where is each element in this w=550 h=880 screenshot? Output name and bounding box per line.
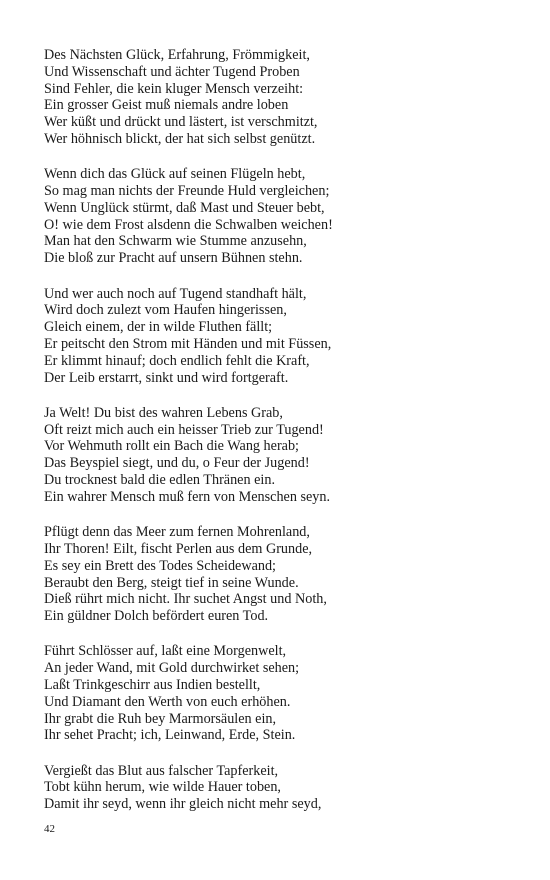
verse-line: Das Beyspiel siegt, und du, o Feur der Jugend! bbox=[44, 455, 310, 472]
verse-line: Ihr grabt die Ruh bey Marmorsäulen ein, bbox=[44, 710, 277, 727]
verse-line: Wer küßt und drückt und lästert, ist verschmitzt, bbox=[44, 114, 318, 131]
verse-line: Laßt Trinkgeschirr aus Indien bestellt, bbox=[44, 677, 261, 693]
poem-text bbox=[44, 47, 524, 832]
verse-line: Wenn Unglück stürmt, daß Mast und Steuer bebt, bbox=[44, 199, 325, 216]
verse-line: Ein güldner Dolch befördert euren Tod. bbox=[44, 608, 269, 625]
verse-line: Damit ihr seyd, wenn ihr gleich nicht mehr seyd, bbox=[44, 796, 322, 813]
verse-line: Gleich einem, der in wilde Fluthen fällt; bbox=[44, 319, 273, 336]
stanza bbox=[44, 405, 524, 506]
verse-line: Er klimmt hinauf; doch endlich fehlt die Kraft, bbox=[44, 352, 310, 369]
verse-line: Wenn dich das Glück auf seinen Flügeln hebt, bbox=[44, 166, 306, 183]
verse-line: Und wer auch noch auf Tugend standhaft hält, bbox=[44, 285, 307, 302]
verse-line: Ihr Thoren! Eilt, fischt Perlen aus dem Grunde, bbox=[44, 540, 313, 557]
stanza bbox=[44, 763, 524, 813]
verse-line: Beraubt den Berg, steigt tief in seine Wunde. bbox=[44, 574, 299, 591]
stanza bbox=[44, 47, 524, 148]
verse-line: So mag man nichts der Freunde Huld vergleichen; bbox=[44, 183, 330, 200]
verse-line: Ja Welt! Du bist des wahren Lebens Grab, bbox=[44, 404, 283, 421]
stanza bbox=[44, 286, 524, 387]
verse-line: Und Wissenschaft und ächter Tugend Proben bbox=[44, 63, 300, 80]
verse-line: Der Leib erstarrt, sinkt und wird fortgeraft. bbox=[44, 369, 289, 386]
verse-line: Oft reizt mich auch ein heisser Trieb zur Tugend! bbox=[44, 421, 324, 438]
verse-line: Tobt kühn herum, wie wilde Hauer toben, bbox=[44, 779, 281, 796]
verse-line: Die bloß zur Pracht auf unsern Bühnen stehn. bbox=[44, 250, 303, 267]
verse-line: Du trocknest bald die edlen Thränen ein. bbox=[44, 472, 275, 489]
verse-line: O! wie dem Frost alsdenn die Schwalben weichen! bbox=[44, 216, 333, 233]
verse-line: Dieß rührt mich nicht. Ihr suchet Angst und Noth, bbox=[44, 591, 327, 608]
verse-line: Vergießt das Blut aus falscher Tapferkeit, bbox=[44, 762, 279, 779]
verse-line: Des Nächsten Glück, Erfahrung, Frömmigkeit, bbox=[44, 47, 310, 63]
verse-line: Ihr sehet Pracht; ich, Leinwand, Erde, Stein. bbox=[44, 727, 296, 744]
verse-line: Pflügt denn das Meer zum fernen Mohrenland, bbox=[44, 524, 310, 541]
verse-line: Es sey ein Brett des Todes Scheidewand; bbox=[44, 557, 277, 574]
verse-line: Und Diamant den Werth von euch erhöhen. bbox=[44, 693, 291, 710]
page-number: 42 bbox=[44, 823, 55, 835]
verse-line: Wer höhnisch blickt, der hat sich selbst genützt. bbox=[44, 130, 316, 147]
verse-line: Ein wahrer Mensch muß fern von Menschen seyn. bbox=[44, 488, 331, 505]
verse-line: Er peitscht den Strom mit Händen und mit Füssen, bbox=[44, 335, 332, 352]
verse-line: Man hat den Schwarm wie Stumme anzusehn, bbox=[44, 233, 307, 250]
stanza bbox=[44, 524, 524, 625]
stanza bbox=[44, 166, 524, 267]
verse-line: Sind Fehler, die kein kluger Mensch verzeiht: bbox=[44, 80, 304, 97]
verse-line: Führt Schlösser auf, laßt eine Morgenwelt, bbox=[44, 643, 287, 660]
verse-line: Vor Wehmuth rollt ein Bach die Wang herab; bbox=[44, 438, 300, 455]
verse-line: Wird doch zulezt vom Haufen hingerissen, bbox=[44, 302, 287, 319]
verse-line: Ein grosser Geist muß niemals andre loben bbox=[44, 97, 289, 114]
verse-line: An jeder Wand, mit Gold durchwirket sehen; bbox=[44, 660, 300, 677]
stanza bbox=[44, 643, 524, 744]
